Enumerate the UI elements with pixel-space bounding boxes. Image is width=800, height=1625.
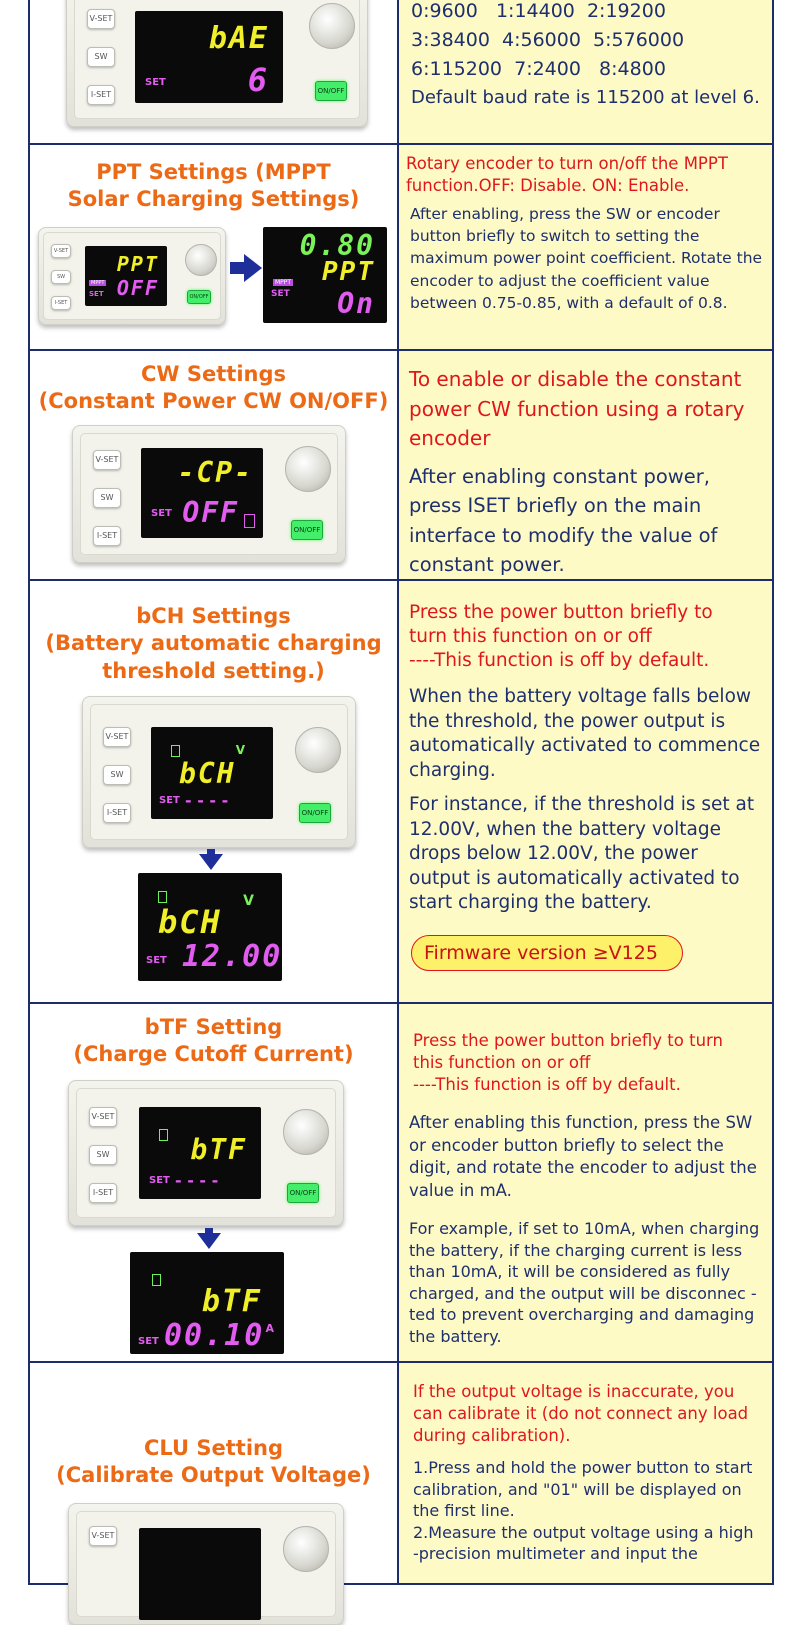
set-label: SET [159,795,180,806]
btf-screen [139,1107,261,1199]
set-label: SET [145,77,166,88]
cw-screen-top: -CP- [177,456,253,489]
onoff-button: ON/OFF [187,290,211,304]
ppt-screen-top: PPT [116,252,159,276]
bch-blue-text1: When the battery voltage falls below the threshold, the power output is automatically activated to commence charging. [409,686,761,781]
ppt-title-line1: PPT Settings (MPPT [96,160,331,184]
sw-button: SW [51,270,71,284]
battery-icon [171,745,180,757]
rotary-knob [185,244,217,276]
set-label: SET [89,290,104,298]
device-cw [72,425,346,563]
baud-line-1: 0:9600 1:14400 2:19200 [411,0,666,22]
clu-text-cell [399,1363,772,1583]
iset-button: I-SET [87,85,115,105]
cw-title-line1: CW Settings [140,362,286,386]
bch-title [30,603,397,685]
bch-red-line2: turn this function on or off [409,626,652,647]
bch-unit: V [243,893,254,909]
btf-title-line1: bTF Setting [144,1015,283,1039]
arrow-right-head-icon [244,254,262,282]
btf-screen-word: bTF [190,1133,247,1166]
btf-title-line2: (Charge Cutoff Current) [73,1042,354,1067]
ppt-blue-text: After enabling, press the SW or encoder button briefly to switch to setting the maximum power point coefficient. Rotate the encoder to adjust the coefficient value between 0.75-0.85, with a default of 0.8. [410,205,763,312]
row-ppt [30,145,772,351]
set-label: SET [271,289,290,299]
ppt-screen2-bottom: On [337,287,375,320]
clu-step1: 1.Press and hold the power button to start calibration, and "01" will be displayed on the first line. [413,1458,753,1520]
onoff-button: ON/OFF [291,520,323,540]
clu-red-text: If the output voltage is inaccurate, you can calibrate it (do not connect any load during calibration). [413,1382,749,1445]
bch-screen-2 [138,873,282,981]
clu-title-line2: (Calibrate Output Voltage) [56,1463,371,1488]
btf-title [30,1014,397,1069]
battery-icon [159,1129,168,1141]
ppt-title [30,159,397,214]
device-ppt [38,227,226,325]
bch-screen-word: bCH [179,757,236,790]
iset-button: I-SET [51,296,71,310]
ppt-title-line2: Solar Charging Settings) [67,187,360,212]
sw-button: SW [103,765,131,785]
sw-button: SW [87,47,115,67]
btf-red-line2: this function on or off [413,1053,591,1072]
ppt-screen2-mid: PPT [322,257,375,287]
btf-screen2-word: bTF [201,1284,262,1319]
baud-text-cell [399,0,772,143]
rotary-knob [309,3,355,49]
btf-blue-text2: For example, if set to 10mA, when charging the battery, if the charging current is less than 10mA, it will be considered as fully charged, and the output will be disconnec -ted to prevent overcharging and damaging the battery. [409,1219,760,1346]
bch-text-cell [399,581,772,1002]
bch-screen [151,727,273,819]
firmware-badge [411,935,683,971]
set-label: SET [151,508,172,519]
bch-image-cell [30,581,399,1002]
bch-unit: V [235,743,245,757]
baud-line-2: 3:38400 4:56000 5:576000 [411,29,685,51]
row-baud [30,0,772,145]
device-baud [66,0,368,127]
ppt-red-text: Rotary encoder to turn on/off the MPPT function.OFF: Disable. ON: Enable. [406,154,728,195]
baud-image-cell [30,0,399,143]
btf-red-line3: ----This function is off by default. [413,1075,681,1094]
iset-button: I-SET [93,526,121,546]
rotary-knob [283,1526,329,1572]
battery-icon [152,1274,161,1286]
arrow-down-icon [197,1233,221,1249]
arrow-down-icon [199,854,223,870]
ppt-image-cell [30,145,399,349]
vset-button: V-SET [89,1526,117,1546]
row-bch [30,581,772,1004]
set-label: SET [149,1175,170,1186]
clu-title-line1: CLU Setting [143,1436,284,1460]
bch-title-line2: (Battery automatic charging [45,631,382,656]
device-clu [68,1503,344,1625]
firmware-version: Firmware version ≥V125 [424,942,658,964]
cw-screen-bottom: OFF [182,496,239,529]
cw-blue-text: After enabling constant power, press ISET briefly on the main interface to modify the value of constant power. [409,464,718,576]
cw-red-text: To enable or disable the constant power CW function using a rotary encoder [409,367,745,450]
ppt-text-cell [399,145,772,349]
vset-button: V-SET [103,727,131,747]
iset-button: I-SET [89,1183,117,1203]
baud-line-4: Default baud rate is 115200 at level 6. [411,87,760,108]
cw-title [30,361,397,416]
rotary-knob [295,727,341,773]
clu-image-cell [30,1363,399,1583]
btf-screen2-value: 00.10 [164,1318,265,1353]
clu-step2: 2.Measure the output voltage using a high -precision multimeter and input the [413,1522,754,1563]
clu-title [30,1435,397,1490]
onoff-button: ON/OFF [299,803,331,823]
ppt-screen-on [263,227,387,323]
vset-button: V-SET [51,244,71,258]
btf-screen-2 [130,1252,284,1354]
iset-button: I-SET [103,803,131,823]
mppt-label: MPPT [91,280,105,286]
bch-red-line3: ----This function is off by default. [409,650,710,671]
ppt-screen2-value: 0.80 [299,229,375,262]
set-label: SET [146,955,167,966]
ppt-screen-off [85,246,167,306]
row-btf [30,1004,772,1363]
onoff-button: ON/OFF [315,81,347,101]
bch-screen-dashes: - - - - [185,791,229,810]
baud-level: 6 [247,61,269,99]
battery-icon [158,891,167,903]
cw-title-line2: (Constant Power CW ON/OFF) [38,389,389,414]
settings-table [28,0,774,1585]
rotary-knob [285,446,331,492]
baud-word: bAE [208,21,269,56]
vset-button: V-SET [89,1107,117,1127]
btf-image-cell [30,1004,399,1361]
cw-screen [141,448,263,538]
baud-screen [135,11,283,103]
mppt-label: MPPT [275,279,292,286]
clu-screen [139,1528,261,1620]
rotary-knob [283,1109,329,1155]
bch-red-line1: Press the power button briefly to [409,602,713,623]
cw-indicator-icon [244,514,255,528]
set-label: SET [138,1336,159,1347]
bch-title-line1: bCH Settings [136,604,291,628]
onoff-button: ON/OFF [287,1183,319,1203]
baud-line-3: 6:115200 7:2400 8:4800 [411,58,666,80]
btf-screen-dashes: - - - - [175,1171,219,1190]
vset-button: V-SET [93,450,121,470]
ppt-screen-bottom: OFF [116,276,159,300]
bch-screen2-value: 12.00 [182,939,283,974]
btf-screen2-unit: A [265,1322,274,1335]
cw-image-cell [30,351,399,579]
bch-title-line3: threshold setting.) [102,658,325,683]
vset-button: V-SET [87,9,115,29]
cw-text-cell [399,351,772,579]
row-cw [30,351,772,581]
sw-button: SW [89,1145,117,1165]
btf-red-line1: Press the power button briefly to turn [413,1031,723,1050]
device-bch [82,696,356,848]
bch-blue-text2: For instance, if the threshold is set at 12.00V, when the battery voltage drops below 12.00V, the power output is automatically activated to start charging the battery. [409,794,755,913]
bch-screen2-word: bCH [158,903,222,941]
btf-blue-text1: After enabling this function, press the SW or encoder button briefly to select the digit, and rotate the encoder to adjust the value in mA. [409,1113,757,1200]
device-btf [68,1080,344,1226]
btf-text-cell [399,1004,772,1361]
sw-button: SW [93,488,121,508]
row-clu [30,1363,772,1583]
